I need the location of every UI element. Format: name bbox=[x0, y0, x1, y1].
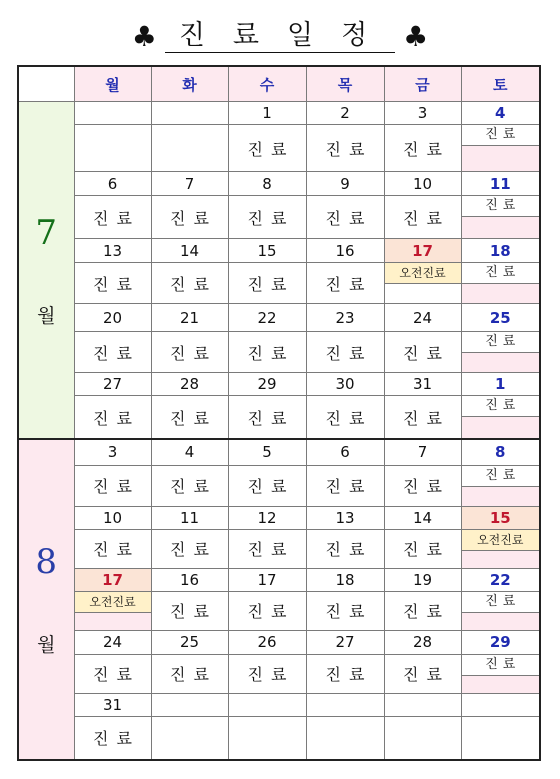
club-icon: ♣ bbox=[131, 20, 157, 53]
date-cell: 1 bbox=[461, 373, 540, 396]
clinic-label: 진료 bbox=[228, 196, 306, 239]
clinic-label: 진료 bbox=[306, 591, 384, 630]
pink-bar bbox=[462, 551, 540, 568]
date-cell: 4 bbox=[461, 102, 540, 125]
clinic-label: 진료 bbox=[462, 466, 540, 487]
sat-cell bbox=[461, 465, 540, 506]
sat-cell bbox=[461, 332, 540, 373]
month-number: 8 bbox=[35, 542, 58, 582]
date-cell bbox=[151, 102, 228, 125]
date-cell bbox=[74, 102, 151, 125]
clinic-label: 진료 bbox=[384, 529, 461, 568]
half-day-label: 오전진료 bbox=[385, 263, 461, 284]
clinic-label: 진료 bbox=[306, 529, 384, 568]
date-cell: 31 bbox=[384, 373, 461, 396]
weekday-header bbox=[18, 66, 540, 102]
header-corner bbox=[18, 66, 74, 102]
pink-bar bbox=[462, 417, 540, 438]
clinic-label: 진료 bbox=[151, 529, 228, 568]
clinic-label: 진료 bbox=[384, 196, 461, 239]
date-cell: 21 bbox=[151, 304, 228, 332]
empty-cell bbox=[461, 693, 540, 716]
weekday-fri: 금 bbox=[384, 66, 461, 102]
date-cell: 8 bbox=[228, 172, 306, 196]
title-text: 진료일정 bbox=[165, 21, 395, 53]
pink-bar bbox=[462, 217, 540, 238]
date-cell: 9 bbox=[306, 172, 384, 196]
weekday-wed: 수 bbox=[228, 66, 306, 102]
date-cell: 4 bbox=[151, 439, 228, 465]
clinic-label: 진료 bbox=[74, 529, 151, 568]
clinic-label: 진료 bbox=[462, 196, 540, 217]
month-number: 7 bbox=[35, 212, 58, 253]
date-cell: 6 bbox=[74, 172, 151, 196]
clinic-label: 진료 bbox=[151, 465, 228, 506]
clinic-label: 진료 bbox=[306, 396, 384, 440]
page-title bbox=[0, 20, 560, 54]
date-cell: 29 bbox=[228, 373, 306, 396]
empty-cell bbox=[306, 716, 384, 760]
clinic-label: 진료 bbox=[462, 396, 540, 417]
clinic-label: 진료 bbox=[151, 196, 228, 239]
empty-cell bbox=[151, 716, 228, 760]
date-cell: 10 bbox=[384, 172, 461, 196]
date-cell: 25 bbox=[151, 630, 228, 654]
empty-cell bbox=[461, 716, 540, 760]
date-cell: 3 bbox=[74, 439, 151, 465]
clinic-label: 진료 bbox=[228, 529, 306, 568]
clinic-label: 진료 bbox=[228, 465, 306, 506]
date-cell: 13 bbox=[306, 506, 384, 529]
date-cell: 7 bbox=[384, 439, 461, 465]
clinic-label: 진료 bbox=[462, 332, 540, 353]
date-cell: 30 bbox=[306, 373, 384, 396]
clinic-label: 진료 bbox=[306, 263, 384, 304]
half-day-cell bbox=[384, 263, 461, 304]
date-cell: 26 bbox=[228, 630, 306, 654]
clinic-label: 진료 bbox=[384, 396, 461, 440]
club-icon: ♣ bbox=[403, 20, 429, 53]
sat-cell bbox=[461, 263, 540, 304]
pink-bar bbox=[462, 284, 540, 303]
date-cell: 14 bbox=[384, 506, 461, 529]
date-cell: 11 bbox=[461, 172, 540, 196]
date-cell: 2 bbox=[306, 102, 384, 125]
clinic-label: 진료 bbox=[462, 263, 540, 284]
half-day-label: 오전진료 bbox=[462, 530, 540, 551]
pink-bar bbox=[75, 613, 151, 630]
clinic-label: 진료 bbox=[462, 125, 540, 146]
date-cell: 28 bbox=[151, 373, 228, 396]
half-day-cell bbox=[461, 529, 540, 568]
empty-cell bbox=[228, 693, 306, 716]
clinic-label: 진료 bbox=[384, 332, 461, 373]
clinic-label: 진료 bbox=[306, 465, 384, 506]
clinic-label: 진료 bbox=[151, 591, 228, 630]
empty-cell bbox=[74, 125, 151, 172]
empty-cell bbox=[306, 693, 384, 716]
pink-bar bbox=[462, 487, 540, 506]
date-cell: 25 bbox=[461, 304, 540, 332]
date-cell: 22 bbox=[228, 304, 306, 332]
clinic-label: 진료 bbox=[384, 654, 461, 693]
clinic-label: 진료 bbox=[384, 125, 461, 172]
blank-bar bbox=[385, 284, 461, 303]
weekday-mon: 월 bbox=[74, 66, 151, 102]
weekday-tue: 화 bbox=[151, 66, 228, 102]
empty-cell bbox=[151, 125, 228, 172]
holiday-date: 17 bbox=[74, 568, 151, 591]
date-cell: 6 bbox=[306, 439, 384, 465]
date-cell: 11 bbox=[151, 506, 228, 529]
clinic-label: 진료 bbox=[462, 592, 540, 613]
date-cell: 18 bbox=[461, 239, 540, 263]
month-unit: 월 bbox=[37, 304, 56, 327]
clinic-label: 진료 bbox=[306, 332, 384, 373]
clinic-label: 진료 bbox=[306, 125, 384, 172]
date-cell: 14 bbox=[151, 239, 228, 263]
date-cell: 28 bbox=[384, 630, 461, 654]
date-cell: 10 bbox=[74, 506, 151, 529]
empty-cell bbox=[228, 716, 306, 760]
half-day-label: 오전진료 bbox=[75, 592, 151, 613]
clinic-label: 진료 bbox=[151, 396, 228, 440]
empty-cell bbox=[384, 716, 461, 760]
clinic-label: 진료 bbox=[228, 396, 306, 440]
schedule-table bbox=[17, 65, 541, 761]
clinic-label: 진료 bbox=[228, 125, 306, 172]
clinic-label: 진료 bbox=[228, 654, 306, 693]
weekday-sat: 토 bbox=[461, 66, 540, 102]
date-cell: 3 bbox=[384, 102, 461, 125]
date-cell: 29 bbox=[461, 630, 540, 654]
clinic-label: 진료 bbox=[151, 332, 228, 373]
date-cell: 22 bbox=[461, 568, 540, 591]
date-cell: 5 bbox=[228, 439, 306, 465]
clinic-label: 진료 bbox=[151, 263, 228, 304]
date-cell: 27 bbox=[74, 373, 151, 396]
clinic-label: 진료 bbox=[384, 591, 461, 630]
date-cell: 1 bbox=[228, 102, 306, 125]
clinic-label: 진료 bbox=[228, 591, 306, 630]
clinic-label: 진료 bbox=[74, 263, 151, 304]
date-cell: 16 bbox=[151, 568, 228, 591]
holiday-date: 15 bbox=[461, 506, 540, 529]
clinic-label: 진료 bbox=[151, 654, 228, 693]
date-cell: 15 bbox=[228, 239, 306, 263]
clinic-label: 진료 bbox=[384, 465, 461, 506]
date-cell: 17 bbox=[228, 568, 306, 591]
date-cell: 8 bbox=[461, 439, 540, 465]
clinic-label: 진료 bbox=[74, 716, 151, 760]
pink-bar bbox=[462, 353, 540, 372]
sat-cell bbox=[461, 654, 540, 693]
empty-cell bbox=[384, 693, 461, 716]
month-july bbox=[18, 102, 74, 440]
pink-bar bbox=[462, 676, 540, 693]
clinic-label: 진료 bbox=[306, 196, 384, 239]
date-cell: 24 bbox=[384, 304, 461, 332]
half-day-cell bbox=[74, 591, 151, 630]
weekday-thu: 목 bbox=[306, 66, 384, 102]
clinic-label: 진료 bbox=[74, 654, 151, 693]
date-cell: 31 bbox=[74, 693, 151, 716]
month-august bbox=[18, 439, 74, 760]
holiday-date: 17 bbox=[384, 239, 461, 263]
clinic-label: 진료 bbox=[74, 396, 151, 440]
clinic-label: 진료 bbox=[462, 655, 540, 676]
sat-cell bbox=[461, 396, 540, 440]
sat-cell bbox=[461, 125, 540, 172]
month-unit: 월 bbox=[37, 634, 56, 656]
empty-cell bbox=[151, 693, 228, 716]
sat-cell bbox=[461, 591, 540, 630]
pink-bar bbox=[462, 613, 540, 630]
clinic-label: 진료 bbox=[306, 654, 384, 693]
date-cell: 16 bbox=[306, 239, 384, 263]
date-cell: 23 bbox=[306, 304, 384, 332]
date-cell: 12 bbox=[228, 506, 306, 529]
date-cell: 20 bbox=[74, 304, 151, 332]
clinic-label: 진료 bbox=[74, 196, 151, 239]
date-cell: 7 bbox=[151, 172, 228, 196]
date-cell: 19 bbox=[384, 568, 461, 591]
date-cell: 13 bbox=[74, 239, 151, 263]
clinic-label: 진료 bbox=[228, 263, 306, 304]
date-cell: 18 bbox=[306, 568, 384, 591]
pink-bar bbox=[462, 146, 540, 171]
sat-cell bbox=[461, 196, 540, 239]
clinic-label: 진료 bbox=[74, 465, 151, 506]
clinic-label: 진료 bbox=[228, 332, 306, 373]
date-cell: 24 bbox=[74, 630, 151, 654]
date-cell: 27 bbox=[306, 630, 384, 654]
clinic-label: 진료 bbox=[74, 332, 151, 373]
